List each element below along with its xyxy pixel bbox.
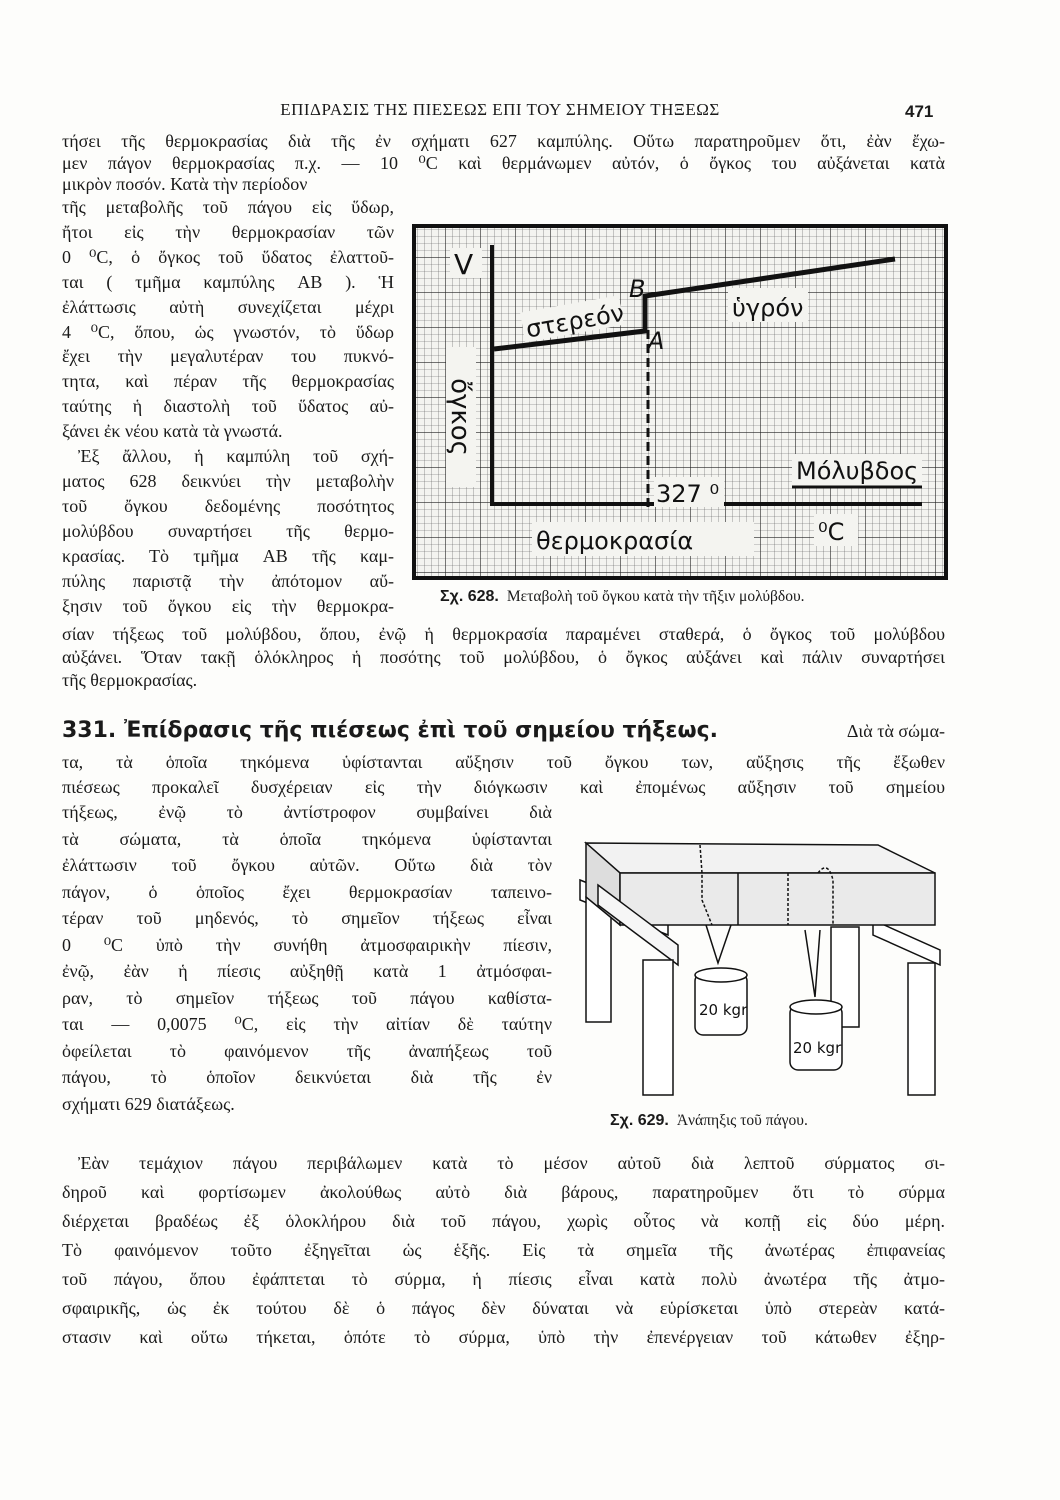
text-line: σχήματι 629 διατάξεως. (62, 1093, 235, 1114)
y-axis-title: ὄγκος (445, 378, 475, 456)
text-line: πάγου, τὸ ὁποῖον δεικνύεται διὰ τῆς ἐν (62, 1067, 552, 1087)
weight-2-label: 20 kgr (793, 1039, 842, 1057)
text-line: τῆς μεταβολῆς τοῦ πάγου εἰς ὕδωρ, (62, 197, 394, 217)
running-head: ΕΠΙΔΡΑΣΙΣ ΤΗΣ ΠΙΕΣΕΩΣ ΕΠΙ ΤΟΥ ΣΗΜΕΙΟΥ ΤΗΞΕΩΣ (280, 100, 720, 119)
liquid-label: ὑγρόν (732, 294, 804, 322)
text-line: ται — 0,0075 ⁰C, εἰς τὴν αἰτίαν δὲ ταύτην (62, 1014, 552, 1034)
caption-text: Μεταβολὴ τοῦ ὄγκου κατὰ τὴν τῆξιν μολύβδου. (506, 588, 805, 605)
text-line: πάγον, ὁ ὁποῖος ἔχει θερμοκρασίαν ταπεινο- (62, 881, 552, 902)
text-line: Ἐξ ἄλλου, ἡ καμπύλη τοῦ σχή- (78, 446, 394, 467)
text-line: μολύβδου συναρτήσει τῆς θερμο- (62, 520, 394, 541)
text-line: ταύτης ἡ διαστολὴ τοῦ ὕδατος αὐ- (62, 396, 394, 417)
text-line: στασιν καὶ οὕτω τήκεται, ὁπότε τὸ σύρμα, ὑπὸ τὴν ἐπενέργειαν τοῦ κάτωθεν ἐξηρ- (62, 1327, 945, 1347)
substance-label: Μόλυβδος (796, 457, 919, 485)
text-line: τα, τὰ ὁποῖα τηκόμενα ὑφίστανται αὔξησιν τοῦ ὄγκου των, αὔξησις τῆς ἔξωθεν (62, 752, 945, 772)
caption-number: Σχ. 629. (610, 1112, 669, 1129)
paragraph-block-c (62, 623, 945, 692)
text-line: τήσει τῆς θερμοκρασίας διὰ τῆς ἐν σχήματι 627 καμπύλης. Οὕτω παρατηροῦμεν ὅτι, ἐὰν ἔχω- (62, 131, 945, 151)
text-line: μικρὸν ποσόν. Κατὰ τὴν περίοδον (62, 174, 308, 194)
right-front-leg (908, 963, 935, 1095)
paragraph-block-e (62, 799, 552, 1117)
text-line: ραν, τὸ σημεῖον τήξεως τοῦ πάγου καθίστα- (62, 987, 552, 1008)
ice-block-top (586, 843, 935, 873)
text-line: ὀφείλεται τὸ φαινόμενον τῆς ἀναπήξεως τοῦ (62, 1040, 552, 1061)
figure-628-caption (440, 588, 805, 606)
melting-point-label: 327 ⁰ (656, 480, 720, 508)
point-a-label: A (648, 327, 665, 355)
text-line: αὐξάνει. Ὅταν τακῇ ὁλόκληρος ἡ ποσότης τοῦ μολύβδου, ὁ ὄγκος αὐξάνει καὶ πάλιν συναρτήσει (62, 647, 945, 667)
text-line: ματος 628 δεικνύει τὴν μεταβολὴν (62, 470, 394, 491)
text-line: 4 ⁰C, ὅπου, ὡς γνωστόν, τὸ ὕδωρ (62, 321, 394, 342)
section-heading-line (62, 718, 945, 743)
paragraph-block-f (62, 1149, 945, 1352)
text-line: σφαιρικῆς, ὡς ἐκ τούτου δὲ ὁ πάγος δὲν δύναται νὰ εὑρίσκεται ὑπὸ στερεὰν κατά- (62, 1298, 945, 1318)
paragraph-block-d (62, 750, 945, 800)
figure-629-caption (610, 1112, 808, 1130)
text-line: ται ( τμῆμα καμπύλης AB ). Ἡ (62, 271, 394, 292)
text-line: 0 ⁰C, ὁ ὄγκος τοῦ ὕδατος ἐλαττοῦ- (62, 246, 394, 267)
paragraph-block-a (62, 131, 945, 196)
text-line: 0 ⁰C ὑπὸ τὴν συνήθη ἀτμοσφαιρικὴν πίεσιν, (62, 934, 552, 955)
text-line: πύλης παριστᾷ τὴν ἀπότομον αὔ- (62, 570, 394, 591)
figure-629-regelation-apparatus (578, 835, 958, 1105)
y-axis-symbol: V (454, 248, 474, 281)
section-heading-continuation: Διὰ τὰ σώμα- (846, 721, 945, 741)
point-b-label: B (629, 275, 646, 303)
solid-label: στερεόν (523, 298, 627, 344)
figure-628-volume-graph (410, 222, 950, 582)
caption-number: Σχ. 628. (440, 588, 499, 605)
ice-block-front (620, 873, 935, 925)
text-line: ἔχει τὴν μεγαλυτέραν του πυκνό- (62, 346, 394, 367)
x-axis-unit: ⁰C (818, 518, 845, 546)
text-line: μεν πάγον θερμοκρασίας π.χ. — 10 ⁰C καὶ θερμάνωμεν αὐτόν, ὁ ὄγκος του αὐξάνεται κατὰ (62, 152, 945, 173)
text-line: τήξεως, ἐνῷ τὸ ἀντίστροφον συμβαίνει διὰ (62, 802, 552, 822)
text-line: δηροῦ καὶ φορτίσωμεν ἀκολούθως αὐτὸ διὰ βάρους, παρατηροῦμεν ὅτι τὸ σύρμα (62, 1182, 945, 1202)
text-line: τοῦ πάγου, ὅπου ἐφάπτεται τὸ σύρμα, ἡ πίεσις εἶναι κατὰ πολὺ ἀνωτέρα τῆς ἀτμο- (62, 1269, 945, 1289)
text-line: διέρχεται βραδέως ἐξ ὁλοκλήρου διὰ τοῦ πάγου, χωρὶς οὗτος νὰ κοπῇ εἰς δύο μέρη. (62, 1211, 945, 1231)
text-line: ξάνει ἐκ νέου κατὰ τὰ γνωστά. (62, 421, 283, 442)
text-line: κρασίας. Τὸ τμῆμα AB τῆς καμ- (62, 545, 394, 566)
weight-1-label: 20 kgr (699, 1001, 748, 1019)
text-line: τητα, καὶ πέραν τῆς θερμοκρασίας (62, 371, 394, 392)
page-number: 471 (905, 102, 934, 121)
caption-text: Ἀνάπηξις τοῦ πάγου. (676, 1112, 808, 1129)
text-line: τοῦ ὄγκου δεδομένης ποσότητος (62, 495, 394, 516)
text-line: Τὸ φαινόμενον τοῦτο ἐξηγεῖται ὡς ἑξῆς. Εἰς τὰ σημεῖα τῆς ἀνωτέρας ἐπιφανείας (62, 1240, 945, 1260)
text-line: ἐνῷ, ἐὰν ἡ πίεσις αὐξηθῇ κατὰ 1 ἀτμόσφαι- (62, 961, 552, 981)
text-line: ἐλάττωσις αὐτὴ συνεχίζεται μέχρι (62, 296, 394, 317)
left-back-leg (586, 897, 611, 1022)
section-heading: 331. Ἐπίδρασις τῆς πιέσεως ἐπὶ τοῦ σημείου τήξεως. (62, 718, 718, 743)
text-line: τὰ σώματα, τὰ ὁποῖα τηκόμενα ὑφίστανται (62, 828, 552, 849)
text-line: ἤτοι εἰς τὴν θερμοκρασίαν τῶν (62, 221, 394, 242)
text-line: σίαν τήξεως τοῦ μολύβδου, ὅπου, ἐνῷ ἡ θερμοκρασία παραμένει σταθερά, ὁ ὄγκος τοῦ μολύβδου (62, 624, 945, 644)
text-line: ἐλάττωσιν τοῦ ὄγκου αὐτῶν. Οὕτω διὰ τὸν (62, 855, 552, 875)
text-line: τέραν τοῦ μηδενός, τὸ σημεῖον τήξεως εἶναι (62, 908, 552, 928)
text-line: Ἐὰν τεμάχιον πάγου περιβάλωμεν κατὰ τὸ μέσον αὐτοῦ διὰ λεπτοῦ σύρματος σι- (78, 1153, 945, 1173)
text-line: τῆς θερμοκρασίας. (62, 670, 198, 690)
right-beam (873, 920, 940, 965)
left-front-leg (643, 960, 673, 1095)
text-line: πιέσεως προκαλεῖ δυσχέρειαν εἰς τὴν διόγκωσιν καὶ ἐπομένως αὔξησιν τοῦ σημείου (62, 777, 945, 797)
x-axis-title: θερμοκρασία (536, 527, 694, 555)
paragraph-block-b (62, 195, 394, 618)
text-line: ξησιν τοῦ ὄγκου εἰς τὴν θερμοκρα- (62, 595, 394, 616)
